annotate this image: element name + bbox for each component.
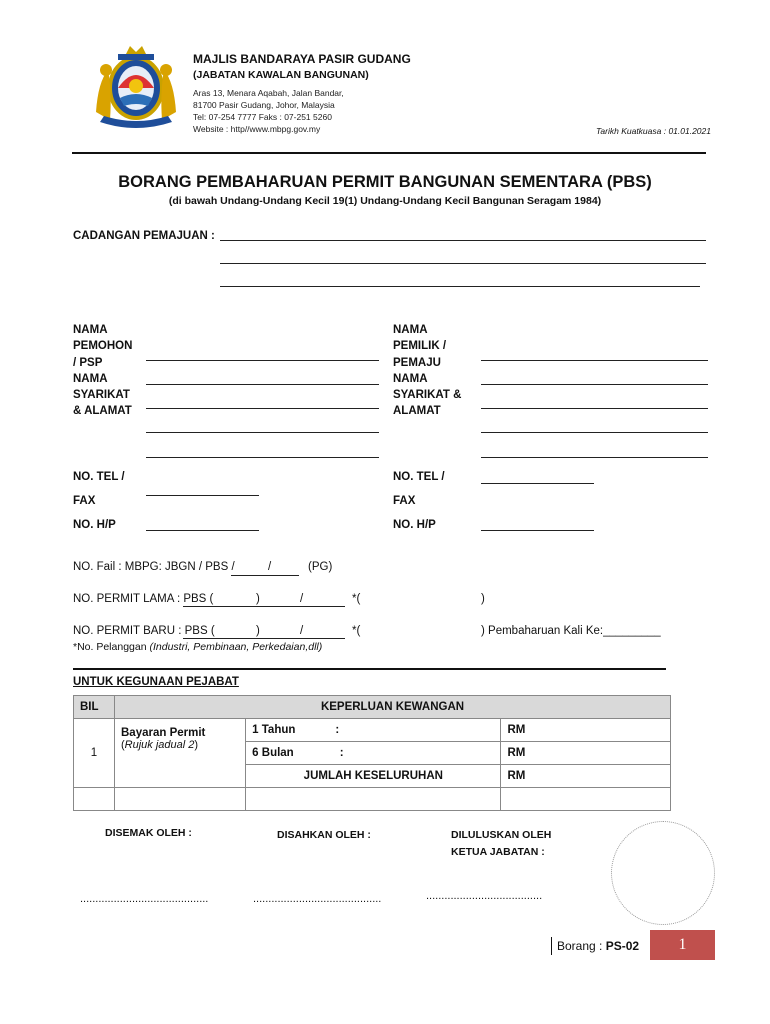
owner-line-5[interactable]: [481, 457, 708, 458]
owner-line-1[interactable]: [481, 360, 708, 361]
approved-by-label-1: DILULUSKAN OLEH: [451, 829, 552, 841]
old-permit-label: NO. PERMIT LAMA : PBS (: [73, 593, 214, 605]
applicant-line-3[interactable]: [146, 408, 379, 409]
form-title: BORANG PEMBAHARUAN PERMIT BANGUNAN SEMENTARA (PBS): [118, 173, 652, 191]
office-use-heading: UNTUK KEGUNAAN PEJABAT: [73, 676, 239, 688]
checked-by-label: DISEMAK OLEH :: [105, 827, 192, 839]
applicant-line-1[interactable]: [146, 360, 379, 361]
rm-total[interactable]: RM: [501, 765, 671, 788]
col-keperluan: KEPERLUAN KEWANGAN: [115, 696, 671, 719]
file-number-separator: /: [268, 561, 272, 573]
applicant-label: NAMA PEMOHON / PSP NAMA SYARIKAT & ALAMAT: [73, 324, 133, 418]
page-number: 1: [650, 930, 715, 960]
approved-by-label-2: KETUA JABATAN :: [451, 846, 545, 858]
file-number-line[interactable]: [231, 575, 299, 576]
cadangan-line-2[interactable]: [220, 263, 706, 264]
verified-signature-line[interactable]: ..........................................: [253, 893, 382, 905]
owner-line-2[interactable]: [481, 384, 708, 385]
applicant-line-5[interactable]: [146, 457, 379, 458]
owner-line-4[interactable]: [481, 432, 708, 433]
file-number-label: NO. Fail : MBPG: JBGN / PBS /: [73, 561, 235, 573]
new-permit-paren: ): [256, 625, 260, 637]
old-permit-customer-open: *(: [352, 593, 361, 605]
applicant-tel-fax-line[interactable]: [146, 495, 259, 496]
applicant-hp-label: NO. H/P: [73, 519, 116, 531]
owner-hp-label: NO. H/P: [393, 519, 436, 531]
cadangan-line-1[interactable]: [220, 240, 706, 241]
header-divider: [72, 152, 706, 154]
new-permit-label: NO. PERMIT BARU : PBS (: [73, 625, 215, 637]
empty-cell: [74, 788, 115, 811]
checked-signature-line[interactable]: ..........................................: [80, 893, 209, 905]
approved-signature-line[interactable]: ......................................: [426, 890, 543, 902]
customer-number-note: *No. Pelanggan (Industri, Pembinaan, Perkedaian,dll): [73, 641, 323, 653]
empty-cell: [246, 788, 501, 811]
form-subtitle: (di bawah Undang-Undang Kecil 19(1) Undang-Undang Kecil Bangunan Seragam 1984): [168, 195, 602, 207]
department-name: (JABATAN KAWALAN BANGUNAN): [193, 69, 369, 81]
cadangan-label: CADANGAN PEMAJUAN :: [73, 230, 215, 242]
new-permit-slash: /: [300, 625, 304, 637]
official-stamp-circle: [611, 821, 715, 925]
renewal-count-label: ) Pembaharuan Kali Ke:_________: [481, 625, 661, 637]
owner-line-3[interactable]: [481, 408, 708, 409]
empty-cell: [115, 788, 246, 811]
cadangan-line-3[interactable]: [220, 286, 700, 287]
council-name: MAJLIS BANDARAYA PASIR GUDANG: [193, 52, 411, 66]
council-crest-logo: [88, 42, 184, 132]
owner-hp-line[interactable]: [481, 530, 594, 531]
item-note: (Rujuk jadual 2): [121, 739, 199, 751]
col-bil: BIL: [74, 696, 115, 719]
applicant-line-4[interactable]: [146, 432, 379, 433]
item-label: Bayaran Permit: [121, 727, 206, 739]
applicant-line-2[interactable]: [146, 384, 379, 385]
owner-fax-label: FAX: [393, 495, 416, 507]
effective-date: Tarikh Kuatkuasa : 01.01.2021: [596, 126, 711, 136]
owner-tel-line[interactable]: [481, 483, 594, 484]
applicant-tel-label: NO. TEL /: [73, 471, 125, 483]
section-divider: [73, 668, 666, 670]
owner-label: NAMA PEMILIK / PEMAJU NAMA SYARIKAT & ALAMAT: [393, 324, 462, 418]
website: Website : http//www.mbpg.gov.my: [193, 124, 321, 134]
address-line-2: 81700 Pasir Gudang, Johor, Malaysia: [193, 100, 335, 110]
option-1-year: 1 Tahun :: [246, 719, 501, 742]
file-number-suffix: (PG): [308, 561, 333, 573]
applicant-fax-label: FAX: [73, 495, 96, 507]
old-permit-line[interactable]: [183, 606, 345, 607]
old-permit-slash: /: [300, 593, 304, 605]
old-permit-customer-close: ): [481, 593, 485, 605]
new-permit-line[interactable]: [183, 638, 345, 639]
owner-tel-label: NO. TEL /: [393, 471, 445, 483]
contact-tel-fax: Tel: 07-254 7777 Faks : 07-251 5260: [193, 112, 332, 122]
row-number: 1: [74, 719, 115, 788]
total-label: JUMLAH KESELURUHAN: [246, 765, 501, 788]
empty-cell: [501, 788, 671, 811]
option-6-months: 6 Bulan :: [246, 742, 501, 765]
applicant-hp-line[interactable]: [146, 530, 259, 531]
new-permit-customer-open: *(: [352, 625, 361, 637]
old-permit-paren: ): [256, 593, 260, 605]
rm-2[interactable]: RM: [501, 742, 671, 765]
finance-table: [73, 695, 671, 811]
rm-1[interactable]: RM: [501, 719, 671, 742]
form-code: Borang : PS-02: [551, 937, 639, 955]
item-cell: [115, 719, 246, 788]
verified-by-label: DISAHKAN OLEH :: [277, 829, 371, 841]
address-line-1: Aras 13, Menara Aqabah, Jalan Bandar,: [193, 88, 344, 98]
